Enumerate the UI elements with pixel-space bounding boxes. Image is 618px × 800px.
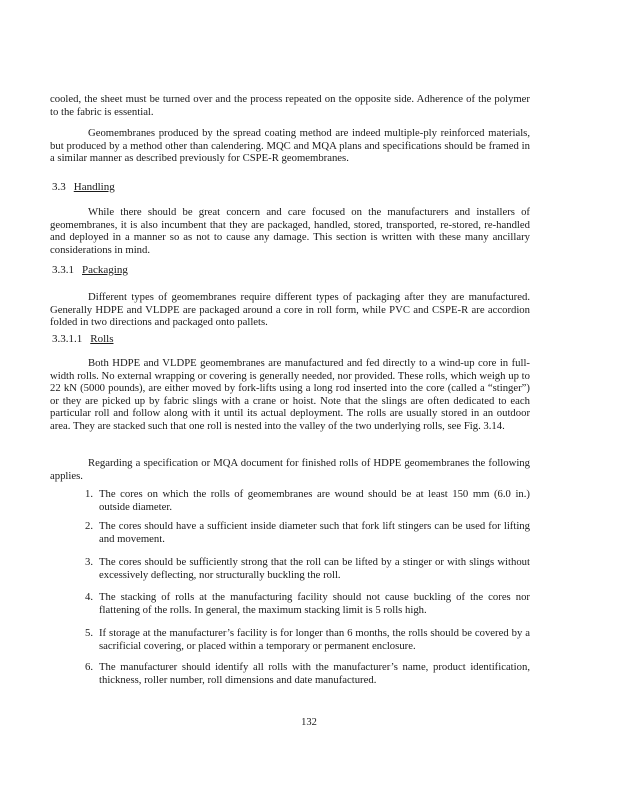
list-item-text: If storage at the manufacturer’s facility is for longer than 6 months, the rolls should be covered by a sacrificial covering, or placed within a temporary or permanent enclosure. [99,627,530,652]
list-item-text: The stacking of rolls at the manufacturing facility should not cause buckling of the cores nor flattening of the rolls. In general, the maximum stacking limit is 5 rolls high. [99,591,530,616]
section-heading-rolls [52,333,113,346]
list-item-text: The cores on which the rolls of geomembranes are wound should be at least 150 mm (6.0 in.) outside diameter. [99,488,530,513]
section-heading-packaging [52,264,128,277]
paragraph-specification: Regarding a specification or MQA document for finished rolls of HDPE geomembranes the following applies. [50,457,530,482]
list-item-text: The manufacturer should identify all rolls with the manufacturer’s name, product identification, thickness, roller number, roll dimensions and date manufactured. [99,661,530,686]
page-number: 132 [301,717,317,728]
list-item [85,661,530,686]
list-item [85,556,530,581]
list-item [85,591,530,616]
paragraph-rolls: Both HDPE and VLDPE geomembranes are manufactured and fed directly to a wind-up core in full-width rolls. No external wrapping or covering is generally needed, nor provided. These rolls, which weigh up to 22 kN (5000 pounds), are either moved by fork-lifts using a long rod inserted into the core (called a “stinger”) or they are picked up by fabric slings with a crane or hoist. Note that the slings are often dedicated to each particular roll and follow along with it until its actual deployment. The rolls are usually stored in an outdoor area. They are stacked such that one roll is nested into the valley of the two underlying rolls, see Fig. 3.14. [50,357,530,432]
section-title: Packaging [82,264,128,276]
list-item-number: 6. [85,661,94,673]
list-item [85,488,530,513]
section-title: Handling [73,181,115,193]
list-item-number: 4. [85,591,94,603]
list-item-number: 2. [85,520,94,532]
section-number: 3.3 [52,181,66,193]
section-number: 3.3.1 [52,264,74,276]
paragraph-intro: cooled, the sheet must be turned over and the process repeated on the opposite side. Adherence of the polymer to the fabric is essential. [50,93,530,118]
section-heading-handling [52,181,115,194]
list-item-text: The cores should have a sufficient inside diameter such that fork lift stingers can be used for lifting and movement. [99,520,530,545]
paragraph-handling: While there should be great concern and care focused on the manufacturers and installers of geomembranes, it is also incumbent that they are packaged, handled, stored, transported, re-stored, re-handled and deployed in a manner so as not to cause any damage. This section is written with these many ancillary considerations in mind. [50,206,530,256]
list-item [85,520,530,545]
list-item-number: 3. [85,556,94,568]
list-item-number: 1. [85,488,94,500]
section-number: 3.3.1.1 [52,333,83,345]
paragraph-packaging: Different types of geomembranes require different types of packaging after they are manufactured. Generally HDPE and VLDPE are packaged around a core in roll form, while PVC and CSPE-R are accordion folded in two directions and packaged onto pallets. [50,291,530,329]
section-title: Rolls [90,333,114,345]
list-item-number: 5. [85,627,94,639]
list-item-text: The cores should be sufficiently strong that the roll can be lifted by a stinger or with slings without excessively deflecting, nor structurally buckling the roll. [99,556,530,581]
list-item [85,627,530,652]
paragraph-spread-coating: Geomembranes produced by the spread coating method are indeed multiple-ply reinforced materials, but produced by a method other than calendering. MQC and MQA plans and specifications should be framed in a similar manner as described previously for CSPE-R geomembranes. [50,127,530,165]
